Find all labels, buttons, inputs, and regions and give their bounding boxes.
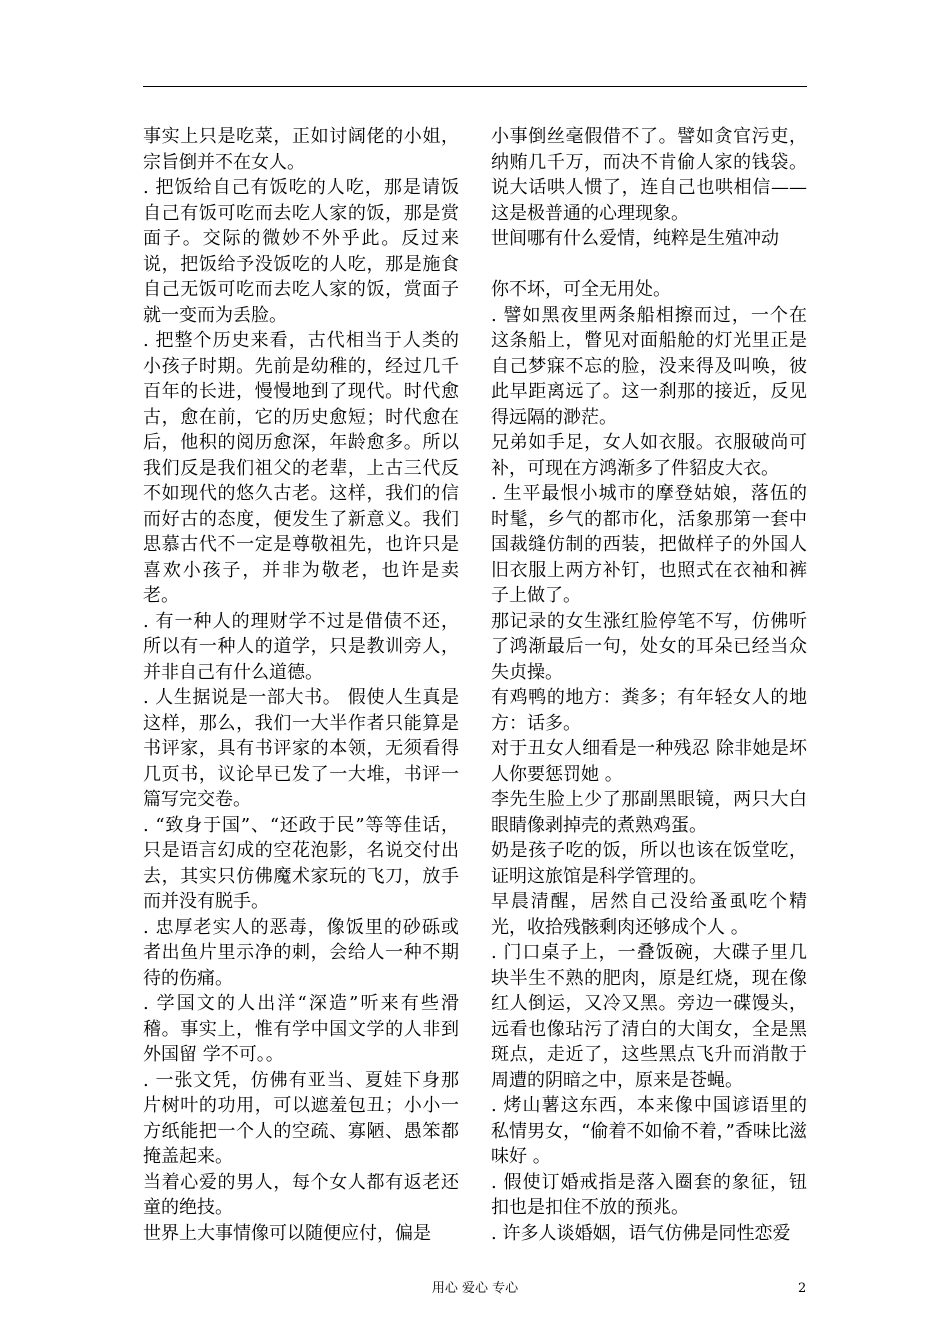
paragraph: 对于丑女人细看是一种残忍 除非她是坏人你要惩罚她 。 [491, 738, 807, 785]
paragraph: . 许多人谈婚姻，语气仿佛是同性恋爱 [491, 1222, 791, 1244]
paragraph: 事实上只是吃菜，正如讨阔佬的小姐，宗旨倒并不在女人。 [143, 126, 459, 173]
blank-line [491, 252, 807, 278]
paragraph: . 假使订婚戒指是落入圈套的象征，钮扣也是扣住不放的预兆。 [491, 1171, 807, 1218]
paragraph: . 把饭给自己有饭吃的人吃，那是请饭自己有饭可吃而去吃人家的饭，那是赏面子。交际的微妙不外乎此。反过来说，把饭给予没饭吃的人吃，那是施食自己无饭可吃而去吃人家的饭，赏面子就一变而为丢脸。 [143, 177, 459, 326]
paragraph: . 门口桌子上，一叠饭碗，大碟子里几块半生不熟的肥肉，原是红烧，现在像红人倒运，又冷又黑。旁边一碟馒头，远看也像玷污了清白的大闺女，全是黑斑点，走近了，这些黑点飞升而消散于周遭的阴暗之中，原来是苍蝇。 [491, 942, 807, 1091]
paragraph: 世间哪有什么爱情，纯粹是生殖冲动 [491, 228, 779, 249]
paragraph: 早晨清醒，居然自己没给蚤虱吃个精光，收拾残骸剩肉还够成个人 。 [491, 891, 807, 938]
right-column [491, 124, 807, 1246]
paragraph: 兄弟如手足，女人如衣服。衣服破尚可补，可现在方鸿渐多了件貂皮大衣。 [491, 432, 807, 479]
paragraph: 世界上大事情像可以随便应付，偏是 [143, 1222, 431, 1244]
paragraph: . 一张文凭，仿佛有亚当、夏娃下身那片树叶的功用，可以遮羞包丑；小小一方纸能把一个人的空疏、寡陋、愚笨都掩盖起来。 [143, 1069, 459, 1167]
paragraph: . 忠厚老实人的恶毒，像饭里的砂砾或者出鱼片里示净的刺，会给人一种不期待的伤痛。 [143, 916, 459, 989]
paragraph: 李先生脸上少了那副黑眼镜，两只大白眼睛像剥掉壳的煮熟鸡蛋。 [491, 789, 807, 836]
paragraph: 有鸡鸭的地方：粪多；有年轻女人的地方：话多。 [491, 687, 807, 734]
paragraph: . 把整个历史来看，古代相当于人类的小孩子时期。先前是幼稚的，经过几千百年的长进，慢慢地到了现代。时代愈古，愈在前，它的历史愈短；时代愈在后，他积的阅历愈深，年龄愈多。所以我们反是我们祖父的老辈，上古三代反不如现代的悠久古老。这样，我们的信而好古的态度，便发生了新意义。我们思慕古代不一定是尊敬祖先，也许只是喜欢小孩子，并非为敬老，也许是卖老。 [143, 330, 459, 606]
left-column [143, 124, 459, 1246]
paragraph: . 烤山薯这东西，本来像中国谚语里的私情男女，“偷着不如偷不着，”香味比滋味好 。 [491, 1095, 807, 1167]
footer-text: 用心 爱心 专心 [431, 1281, 519, 1296]
paragraph: . “致身于国”、“还政于民”等等佳话，只是语言幻成的空花泡影，名说交付出去，其实只仿佛魔术家玩的飞刀，放手而并没有脱手。 [143, 814, 459, 912]
page-number: 2 [798, 1281, 807, 1296]
paragraph: . 学国文的人出洋“深造”听来有些滑稽。事实上，惟有学中国文学的人非到外国留 学不可。。 [143, 993, 459, 1065]
paragraph: . 譬如黑夜里两条船相擦而过，一个在这条船上，瞥见对面船舱的灯光里正是自己梦寐不忘的脸，没来得及叫唤，彼此早距离远了。这一刹那的接近，反见得远隔的渺茫。 [491, 304, 807, 428]
paragraph: . 生平最恨小城市的摩登姑娘，落伍的时髦，乡气的都市化，活象那第一套中国裁缝仿制的西装，把做样子的外国人旧衣服上两方补钉，也照式在衣袖和裤子上做了。 [491, 483, 807, 606]
paragraph: 小事倒丝毫假借不了。譬如贪官污吏，纳贿几千万，而决不肯偷人家的钱袋。说大话哄人惯了，连自己也哄相信——这是极普通的心理现象。 [491, 126, 807, 224]
paragraph: 你不坏，可全无用处。 [491, 279, 671, 300]
paragraph: . 人生据说是一部大书。 假使人生真是这样，那么，我们一大半作者只能算是书评家，具有书评家的本领，无须看得几页书，议论早已发了一大堆，书评一篇写完交卷。 [143, 687, 459, 810]
paragraph: 当着心爱的男人，每个女人都有返老还童的绝技。 [143, 1171, 459, 1218]
header-rule [143, 86, 807, 87]
paragraph: . 有一种人的理财学不过是借债不还，所以有一种人的道学，只是教训旁人，并非自己有什么道德。 [143, 610, 459, 683]
paragraph: 奶是孩子吃的饭，所以也该在饭堂吃，证明这旅馆是科学管理的。 [491, 840, 807, 887]
paragraph: 那记录的女生涨红脸停笔不写，仿佛听了鸿渐最后一句，处女的耳朵已经当众失贞操。 [491, 610, 807, 683]
